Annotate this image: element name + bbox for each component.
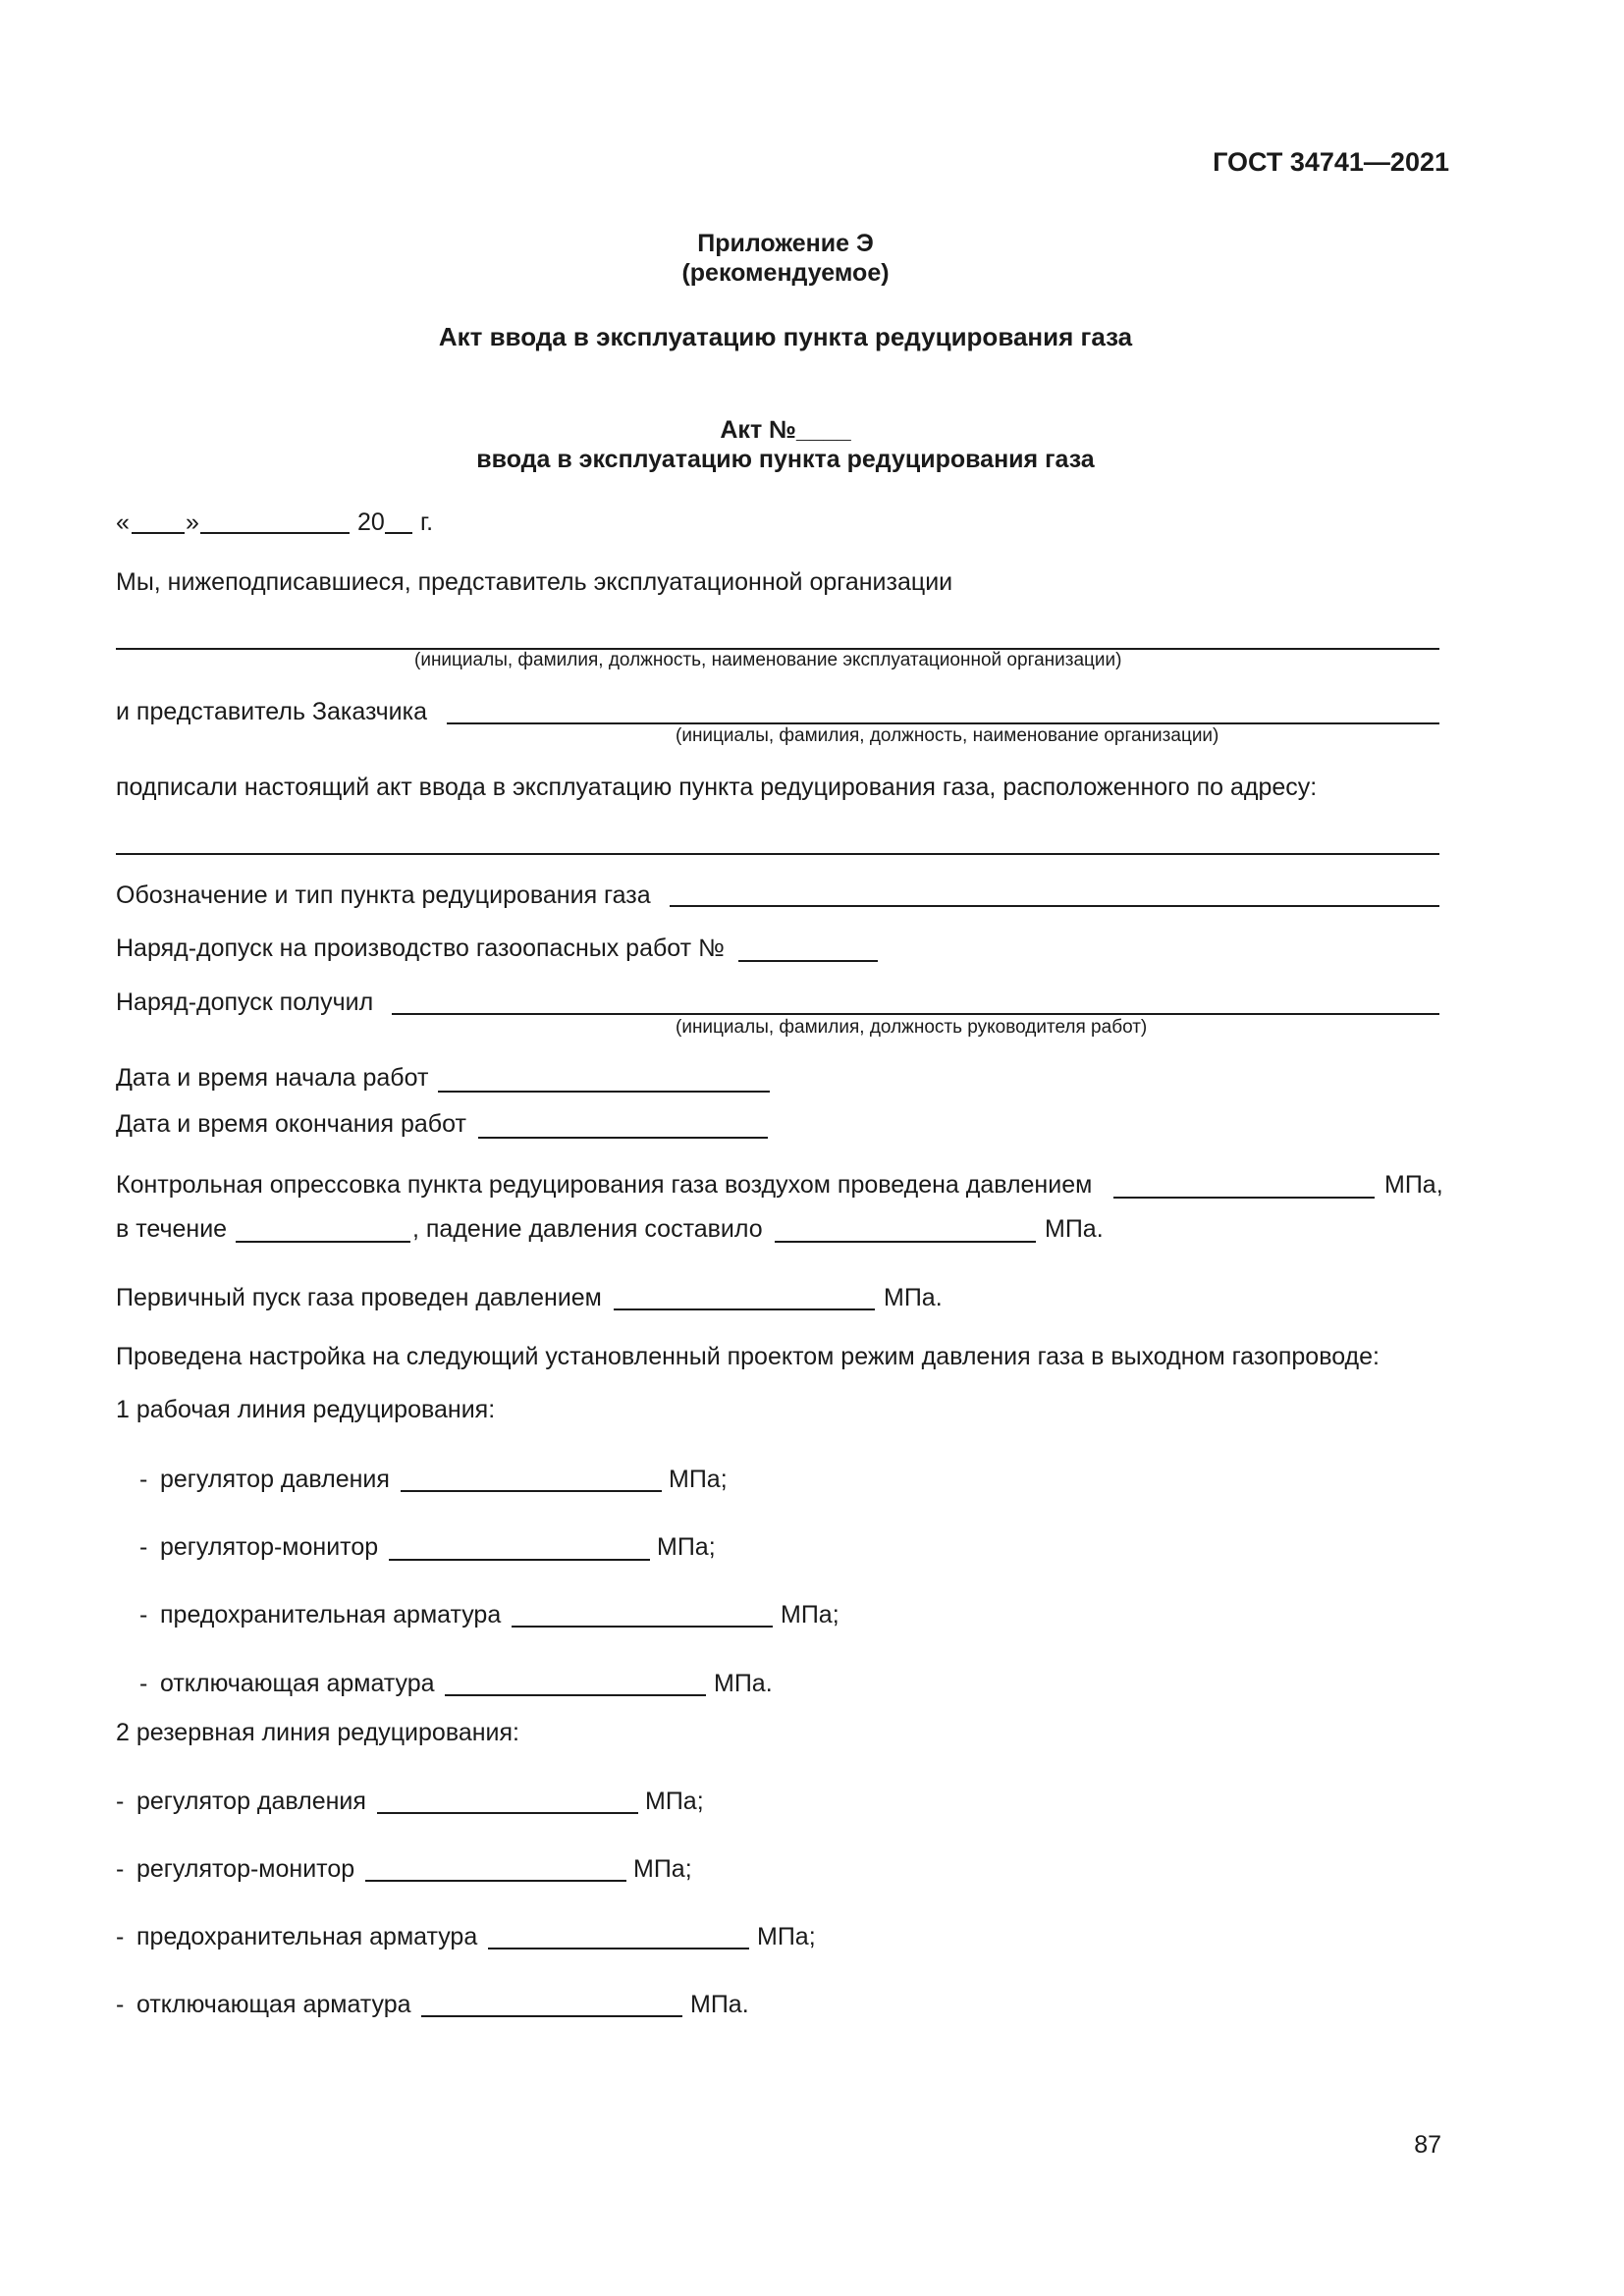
dash: -: [116, 1923, 125, 1950]
unit-mpa: МПа;: [757, 1923, 816, 1950]
month-field[interactable]: [200, 532, 350, 534]
page-number: 87: [1414, 2131, 1441, 2159]
address-field[interactable]: [116, 853, 1439, 855]
unit-mpa: МПа;: [669, 1466, 728, 1493]
customer-rep-field[interactable]: [447, 722, 1439, 724]
dash: -: [139, 1670, 148, 1697]
year-prefix: 20: [357, 508, 385, 536]
unit-mpa: МПа;: [645, 1788, 704, 1815]
unit-mpa: МПа;: [633, 1855, 692, 1883]
shutoff-valves-label: отключающая арматура: [160, 1670, 435, 1697]
safety-valves-label: предохранительная арматура: [160, 1601, 502, 1629]
permit-received-label: Наряд-допуск получил: [116, 988, 374, 1016]
pressure-test-field[interactable]: [1113, 1197, 1375, 1199]
dash: -: [116, 1788, 125, 1815]
line2-monitor-regulator-field[interactable]: [365, 1880, 626, 1882]
end-time-field[interactable]: [478, 1137, 768, 1139]
unit-mpa: МПа,: [1384, 1171, 1443, 1199]
unit-mpa: МПа;: [781, 1601, 839, 1629]
end-time-label: Дата и время окончания работ: [116, 1110, 466, 1138]
customer-rep-label: и представитель Заказчика: [116, 698, 428, 725]
appendix-subtitle: (рекомендуемое): [681, 259, 890, 287]
act-title: ввода в эксплуатацию пункта редуцирования газа: [476, 446, 1095, 473]
caption-operator: (инициалы, фамилия, должность, наименование эксплуатационной организации): [414, 650, 1122, 670]
caption-supervisor: (инициалы, фамилия, должность руководителя работ): [676, 1017, 1148, 1038]
tuning-text: Проведена настройка на следующий установленный проектом режим давления газа в выходном газопроводе:: [116, 1343, 1380, 1370]
unit-mpa: МПа.: [714, 1670, 773, 1697]
act-number: Акт №____: [720, 416, 851, 444]
unit-mpa: МПа.: [884, 1284, 943, 1311]
during-field[interactable]: [236, 1241, 410, 1243]
year-field[interactable]: [385, 532, 412, 534]
open-quote: «: [116, 508, 130, 536]
year-suffix: г.: [420, 508, 434, 536]
caption-customer: (инициалы, фамилия, должность, наименование организации): [676, 725, 1219, 746]
unit-mpa: МПа.: [1045, 1215, 1104, 1243]
dash: -: [139, 1601, 148, 1629]
designation-field[interactable]: [670, 905, 1439, 907]
close-quote: »: [186, 508, 199, 536]
pressure-test-label: Контрольная опрессовка пункта редуцирования газа воздухом проведена давлением: [116, 1171, 1093, 1199]
primary-start-field[interactable]: [614, 1308, 875, 1310]
pressure-drop-field[interactable]: [775, 1241, 1036, 1243]
dash: -: [139, 1466, 148, 1493]
permit-number-label: Наряд-допуск на производство газоопасных работ №: [116, 934, 725, 962]
primary-start-label: Первичный пуск газа проведен давлением: [116, 1284, 602, 1311]
monitor-regulator-label: регулятор-монитор: [160, 1533, 379, 1561]
line2-heading: 2 резервная линия редуцирования:: [116, 1719, 519, 1746]
during-label: в течение: [116, 1215, 228, 1243]
line2-safety-valves-field[interactable]: [488, 1948, 749, 1949]
shutoff-valves-label: отключающая арматура: [136, 1991, 411, 2018]
line1-monitor-regulator-field[interactable]: [389, 1559, 650, 1561]
safety-valves-label: предохранительная арматура: [136, 1923, 478, 1950]
day-field[interactable]: [132, 532, 185, 534]
we-undersigned-text: Мы, нижеподписавшиеся, представитель эксплуатационной организации: [116, 568, 953, 596]
line1-safety-valves-field[interactable]: [512, 1626, 773, 1628]
line1-pressure-regulator-field[interactable]: [401, 1490, 662, 1492]
standard-number: ГОСТ 34741—2021: [1213, 147, 1449, 177]
pressure-drop-label: , падение давления составило: [412, 1215, 763, 1243]
unit-mpa: МПа;: [657, 1533, 716, 1561]
pressure-regulator-label: регулятор давления: [136, 1788, 366, 1815]
appendix-title: Приложение Э: [697, 230, 874, 257]
permit-number-field[interactable]: [738, 960, 878, 962]
appendix-heading: Акт ввода в эксплуатацию пункта редуцирования газа: [438, 322, 1133, 351]
designation-label: Обозначение и тип пункта редуцирования газа: [116, 881, 651, 909]
line2-shutoff-valves-field[interactable]: [421, 2015, 682, 2017]
permit-received-field[interactable]: [392, 1013, 1439, 1015]
line1-shutoff-valves-field[interactable]: [445, 1694, 706, 1696]
dash: -: [116, 1855, 125, 1883]
line2-pressure-regulator-field[interactable]: [377, 1812, 638, 1814]
unit-mpa: МПа.: [690, 1991, 749, 2018]
monitor-regulator-label: регулятор-монитор: [136, 1855, 355, 1883]
signed-text: подписали настоящий акт ввода в эксплуатацию пункта редуцирования газа, расположенного по адресу:: [116, 774, 1318, 801]
dash: -: [139, 1533, 148, 1561]
start-time-label: Дата и время начала работ: [116, 1064, 429, 1092]
pressure-regulator-label: регулятор давления: [160, 1466, 390, 1493]
line1-heading: 1 рабочая линия редуцирования:: [116, 1396, 496, 1423]
dash: -: [116, 1991, 125, 2018]
start-time-field[interactable]: [438, 1091, 770, 1093]
